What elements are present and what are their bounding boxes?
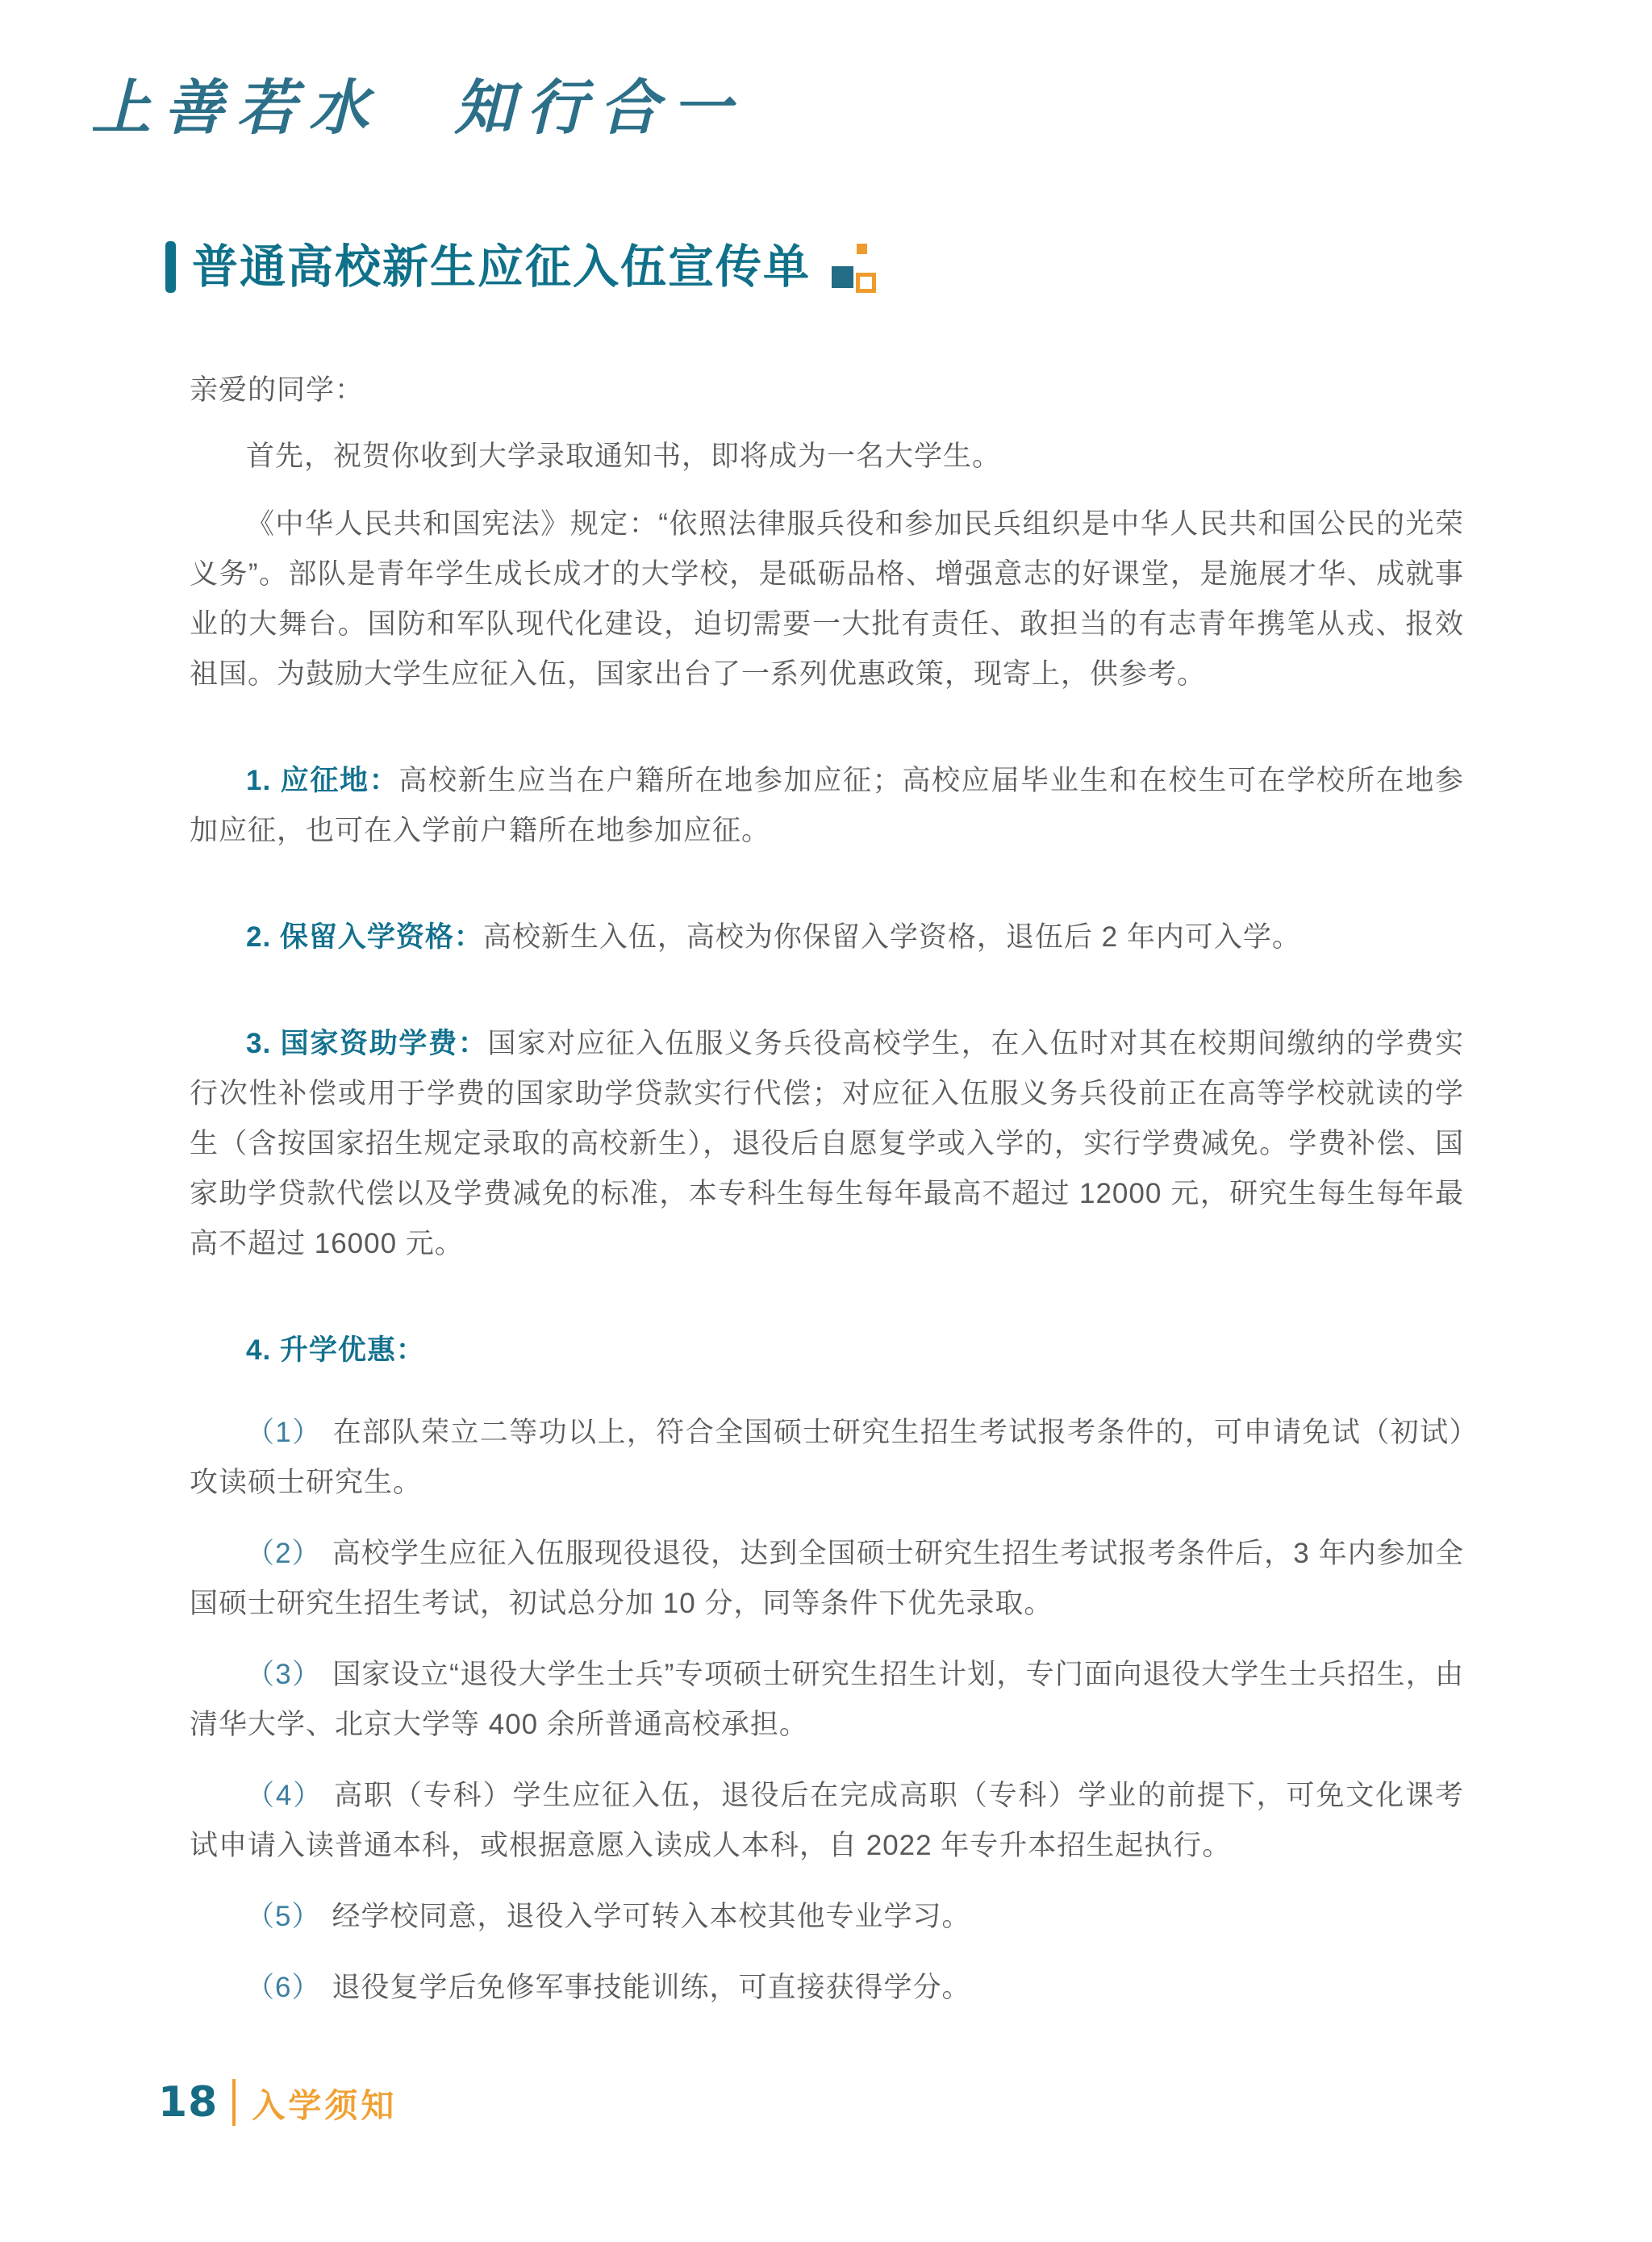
subitem-text: 高职（专科）学生应征入伍，退役后在完成高职（专科）学业的前提下，可免文化课考试申请入读普通本科，或根据意愿入读成人本科，自 2022 年专升本招生起执行。 (190, 1780, 1464, 1862)
policy-body: 高校新生入伍，高校为你保留入学资格，退伍后 2 年内可入学。 (482, 921, 1301, 954)
title-row (165, 240, 1464, 294)
policy-subitem-1 (190, 1408, 1464, 1508)
policy-item-2 (190, 912, 1464, 962)
policy-lead: 4. 升学优惠： (246, 1334, 425, 1367)
subitem-marker: （3） (246, 1659, 322, 1691)
title-accent-bar (165, 241, 176, 293)
policy-lead: 1. 应征地： (246, 765, 399, 797)
page-number: 18 (158, 2078, 219, 2127)
subitem-text: 在部队荣立二等功以上，符合全国硕士研究生招生考试报考条件的，可申请免试（初试）攻读硕士研究生。 (190, 1417, 1464, 1499)
subitem-text: 退役复学后免修军事技能训练，可直接获得学分。 (332, 1972, 971, 2004)
policy-subitem-4 (190, 1771, 1464, 1871)
calligraphy-motto: 上善若水 知行合一 (91, 73, 745, 143)
subitem-marker: （4） (246, 1780, 323, 1812)
policy-subitem-3 (190, 1650, 1464, 1750)
policy-lead: 2. 保留入学资格： (246, 921, 483, 954)
subitem-marker: （6） (246, 1972, 321, 2004)
subitem-text: 高校学生应征入伍服现役退役，达到全国硕士研究生招生考试报考条件后，3 年内参加全国硕士研究生招生考试，初试总分加 10 分，同等条件下优先录取。 (190, 1538, 1465, 1620)
page-footer (158, 2078, 397, 2127)
teal-square-icon (832, 266, 853, 288)
policy-item-4 (190, 1326, 1464, 1376)
letter-body (190, 365, 1464, 2013)
orange-square-outline-icon (856, 273, 876, 293)
page-title: 普通高校新生应征入伍宣传单 (192, 240, 811, 293)
footer-section-label: 入学须知 (252, 2086, 398, 2124)
subitem-text: 国家设立“退役大学生士兵”专项硕士研究生招生计划，专门面向退役大学生士兵招生，由清华大学、北京大学等 400 余所普通高校承担。 (190, 1659, 1464, 1741)
subitem-marker: （1） (246, 1417, 322, 1449)
policy-subitem-5 (190, 1892, 1464, 1942)
subitem-text: 经学校同意，退役入学可转入本校其他专业学习。 (332, 1901, 971, 1933)
policy-item-1 (190, 756, 1464, 856)
policy-body: 国家对应征入伍服义务兵役高校学生，在入伍时对其在校期间缴纳的学费实行次性补偿或用于学费的国家助学贷款实行代偿；对应征入伍服义务兵役前正在高等学校就读的学生（含按国家招生规定录取的高校新生），退役后自愿复学或入学的，实行学费减免。学费补偿、国家助学贷款代偿以及学费减免的标准，本专科生每生每年最高不超过 12000 元，研究生每生每年最高不超过 16000 元。 (190, 1028, 1464, 1260)
subitem-marker: （2） (246, 1538, 321, 1570)
policy-body: 高校新生应当在户籍所在地参加应征；高校应届毕业生和在校生可在学校所在地参加应征，也可在入学前户籍所在地参加应征。 (190, 765, 1464, 847)
policy-item-3 (190, 1019, 1464, 1269)
intro-paragraph-1: 首先，祝贺你收到大学录取通知书，即将成为一名大学生。 (246, 440, 1002, 473)
salutation: 亲爱的同学： (190, 374, 365, 407)
policy-subitem-2 (190, 1529, 1464, 1629)
intro-paragraph-2: 《中华人民共和国宪法》规定：“依照法律服兵役和参加民兵组织是中华人民共和国公民的光荣义务”。部队是青年学生成长成才的大学校，是砥砺品格、增强意志的好课堂，是施展才华、成就事业的大舞台。国防和军队现代化建设，迫切需要一大批有责任、敢担当的有志青年携笔从戎、报效祖国。为鼓励大学生应征入伍，国家出台了一系列优惠政策，现寄上，供参考。 (190, 508, 1464, 691)
policy-lead: 3. 国家资助学费： (246, 1028, 488, 1060)
subitem-marker: （5） (246, 1901, 321, 1933)
policy-subitem-6 (190, 1963, 1464, 2013)
squares-decoration-icon (832, 241, 882, 293)
footer-divider (232, 2079, 236, 2126)
orange-square-small-icon (857, 244, 867, 254)
